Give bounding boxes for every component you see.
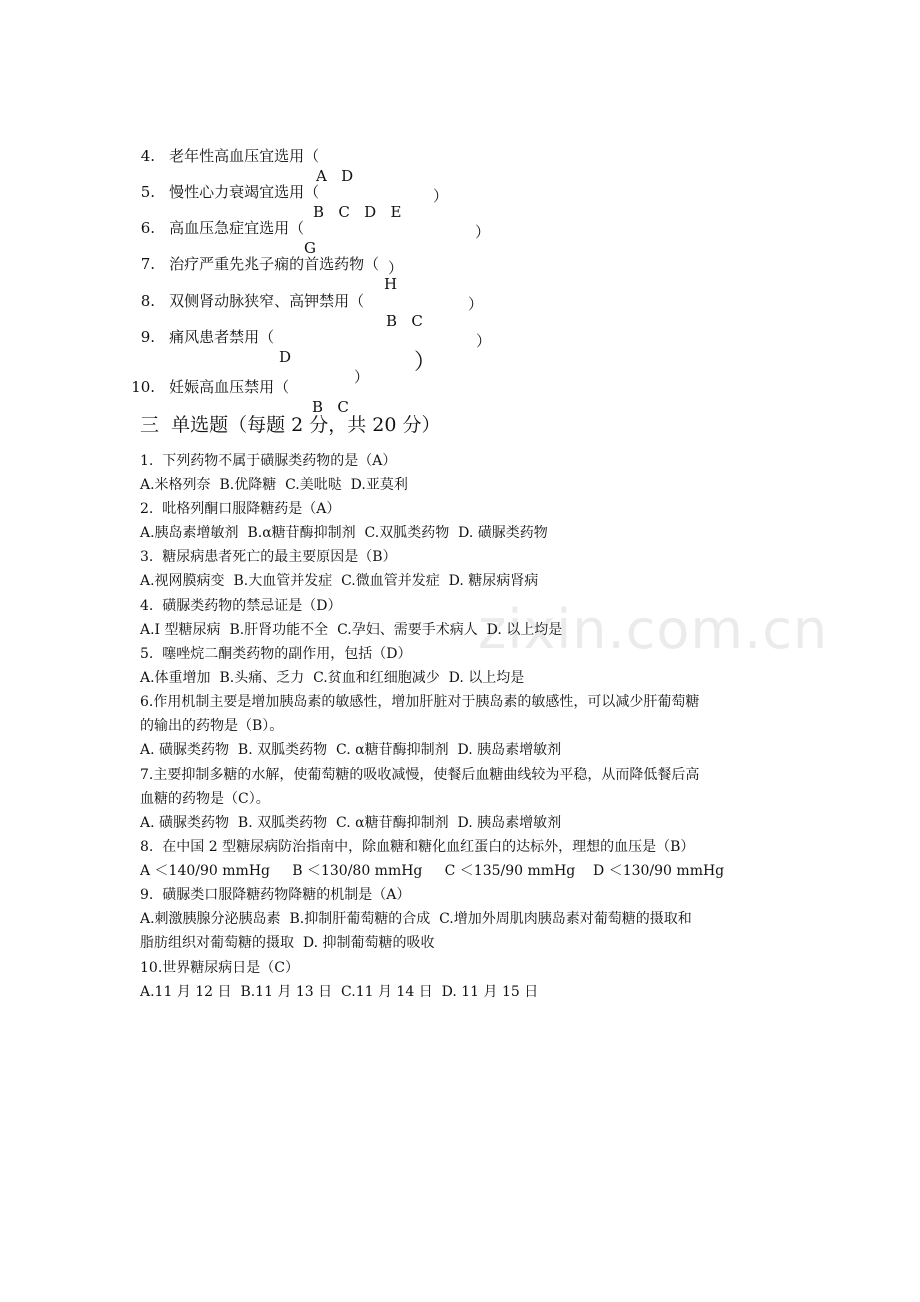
section-title: 三 单选题（每题 2 分，共 20 分） — [140, 414, 441, 436]
item-answer: A D — [316, 167, 354, 185]
question-line: 2. 吡格列酮口服降糖药是（A） — [140, 501, 341, 517]
question-line: 8. 在中国 2 型糖尿病防治指南中，除血糖和糖化血红蛋白的达标外，理想的血压是（B） — [140, 839, 695, 855]
options-line: A.体重增加 B.头痛、乏力 C.贫血和红细胞减少 D. 以上均是 — [140, 670, 525, 686]
item-text: 双侧肾动脉狭窄、高钾禁用（ — [169, 292, 365, 310]
item-number: 7. — [140, 255, 156, 273]
item-number: 5. — [140, 183, 156, 201]
item-text: 高血压急症宜选用（ — [169, 219, 305, 237]
options-line: 脂肪组织对葡萄糖的摄取 D. 抑制葡萄糖的吸收 — [140, 935, 435, 951]
item-answer: B C — [386, 312, 423, 330]
item-close: ） — [433, 187, 449, 205]
options-line: A.I 型糖尿病 B.肝肾功能不全 C.孕妇、需要手术病人 D. 以上均是 — [140, 622, 563, 638]
item-number: 9. — [140, 328, 156, 346]
question-line: 9. 磺脲类口服降糖药物降糖的机制是（A） — [140, 887, 411, 903]
question-line: 3. 糖尿病患者死亡的最主要原因是（B） — [140, 549, 397, 565]
question-line: 血糖的药物是（C）。 — [140, 791, 270, 807]
question-line: 5. 噻唑烷二酮类药物的副作用，包括（D） — [140, 646, 412, 662]
question-line: 的输出的药物是（B）。 — [140, 718, 284, 734]
item-number: 10. — [131, 378, 156, 396]
question-line: 6.作用机制主要是增加胰岛素的敏感性，增加肝脏对于胰岛素的敏感性，可以减少肝葡萄糖 — [140, 694, 700, 710]
item-answer: D — [279, 348, 292, 366]
item-text: 妊娠高血压禁用（ — [169, 378, 290, 396]
item-close: ） — [354, 368, 370, 386]
question-line: 4. 磺脲类药物的禁忌证是（D） — [140, 598, 342, 614]
options-line: A. 磺脲类药物 B. 双胍类药物 C. α糖苷酶抑制剂 D. 胰岛素增敏剂 — [140, 815, 562, 831]
item-text: 治疗严重先兆子痫的首选药物（ — [169, 255, 380, 273]
item-text: 慢性心力衰竭宜选用（ — [169, 183, 320, 201]
watermark: zixin.com.cn — [478, 598, 829, 661]
options-line: A.11 月 12 日 B.11 月 13 日 C.11 月 14 日 D. 11 月 15 日 — [140, 984, 539, 1000]
item-answer: H — [384, 275, 398, 293]
options-line: A.胰岛素增敏剂 B.α糖苷酶抑制剂 C.双胍类药物 D. 磺脲类药物 — [140, 525, 548, 541]
item-number: 8. — [140, 292, 156, 310]
item-answer: G — [304, 239, 316, 257]
options-line: A ＜140/90 mmHg B ＜130/80 mmHg C ＜135/90 mmHg D ＜130/90 mmHg — [140, 863, 725, 879]
options-line: A. 磺脲类药物 B. 双胍类药物 C. α糖苷酶抑制剂 D. 胰岛素增敏剂 — [140, 742, 562, 758]
question-line: 1. 下列药物不属于磺脲类药物的是（A） — [140, 453, 397, 469]
options-line: A.米格列奈 B.优降糖 C.美吡哒 D.亚莫利 — [140, 477, 408, 493]
item-answer: B C — [312, 398, 349, 416]
item-close: ） — [475, 223, 491, 241]
item-close: ） — [388, 259, 404, 277]
question-line: 7.主要抑制多糖的水解，使葡萄糖的吸收减慢，使餐后血糖曲线较为平稳，从而降低餐后高 — [140, 767, 700, 783]
item-close: ） — [414, 350, 437, 375]
options-line: A.视网膜病变 B.大血管并发症 C.微血管并发症 D. 糖尿病肾病 — [140, 573, 539, 589]
item-number: 4. — [140, 147, 156, 165]
item-close: ） — [476, 332, 492, 350]
item-answer: B C D E — [313, 203, 402, 221]
item-number: 6. — [140, 219, 156, 237]
item-close: ） — [468, 295, 484, 313]
item-text: 老年性高血压宜选用（ — [169, 147, 320, 165]
question-line: 10.世界糖尿病日是（C） — [140, 960, 299, 976]
item-text: 痛风患者禁用（ — [169, 328, 275, 346]
options-line: A.刺激胰腺分泌胰岛素 B.抑制肝葡萄糖的合成 C.增加外周肌肉胰岛素对葡萄糖的摄取和 — [140, 911, 692, 927]
